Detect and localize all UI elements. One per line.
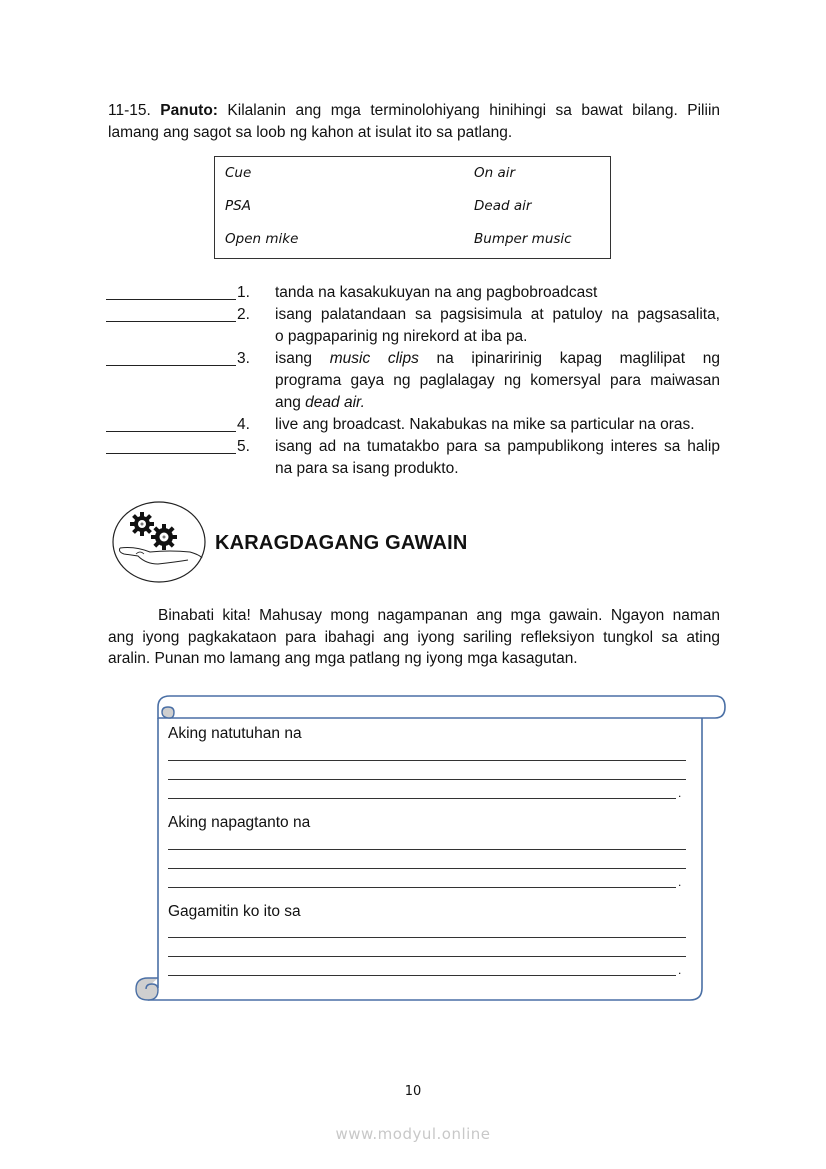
- answer-line-2-2[interactable]: [168, 868, 686, 869]
- section-title: KARAGDAGANG GAWAIN: [215, 532, 468, 554]
- choice-psa: PSA: [225, 198, 251, 214]
- choice-open-mike: Open mike: [225, 231, 299, 247]
- choice-dead-air: Dead air: [474, 198, 532, 214]
- page-number: 10: [404, 1084, 422, 1099]
- watermark: www.modyul.online: [335, 1125, 491, 1143]
- answer-line-2-1[interactable]: [168, 849, 686, 850]
- question-text: tanda na kasakukuyan na ang pagbobroadcast: [275, 284, 598, 301]
- answer-line-1-2[interactable]: [168, 779, 686, 780]
- gears-in-hand-icon: [110, 500, 208, 584]
- question-text: isang music clips na ipinaririnig kapag maglilipat ng programa gaya ng paglalagay ng komersyal para maiwasan ang dead air.: [275, 350, 720, 411]
- prompt-label-2: Aking napagtanto na: [168, 814, 311, 831]
- answer-line-1-1[interactable]: [168, 760, 686, 761]
- choice-on-air: On air: [474, 165, 516, 181]
- instructions-line-2: lamang ang sagot sa loob ng kahon at isulat ito sa patlang.: [108, 123, 513, 141]
- answer-line-2-3[interactable]: [168, 887, 676, 888]
- choice-cue: Cue: [225, 165, 252, 181]
- question-text: live ang broadcast. Nakabukas na mike sa particular na oras.: [275, 416, 695, 433]
- answer-line-3-3[interactable]: [168, 975, 676, 976]
- answer-line-3-2[interactable]: [168, 956, 686, 957]
- choice-bumper-music: Bumper music: [474, 231, 572, 247]
- intro-paragraph: Binabati kita! Mahusay mong nagampanan ang mga gawain. Ngayon naman ang iyong pagkakataon para ibahagi ang iyong sariling refleksiyon tungkol sa ating aralin. Punan mo lamang ang mga patlang ng iyong mga kasagutan.: [108, 607, 720, 667]
- question-text: isang ad na tumatakbo para sa pampublikong interes sa halip na para sa isang produkto.: [275, 438, 720, 477]
- answer-line-3-1[interactable]: [168, 937, 686, 938]
- question-text: isang palatandaan sa pagsisimula at patuloy na pagsasalita, o pagpaparinig ng nirekord at iba pa.: [275, 306, 720, 345]
- choices-box: [214, 156, 611, 259]
- instructions: [108, 100, 720, 143]
- answer-line-1-3[interactable]: [168, 798, 676, 799]
- prompt-label-3: Gagamitin ko ito sa: [168, 903, 301, 920]
- instructions-label: Panuto:: [160, 102, 218, 119]
- instructions-line-1: 11-15. Panuto: Kilalanin ang mga terminolohiyang hinihingi sa bawat bilang. Piliin: [108, 102, 721, 119]
- prompt-label-1: Aking natutuhan na: [168, 725, 302, 742]
